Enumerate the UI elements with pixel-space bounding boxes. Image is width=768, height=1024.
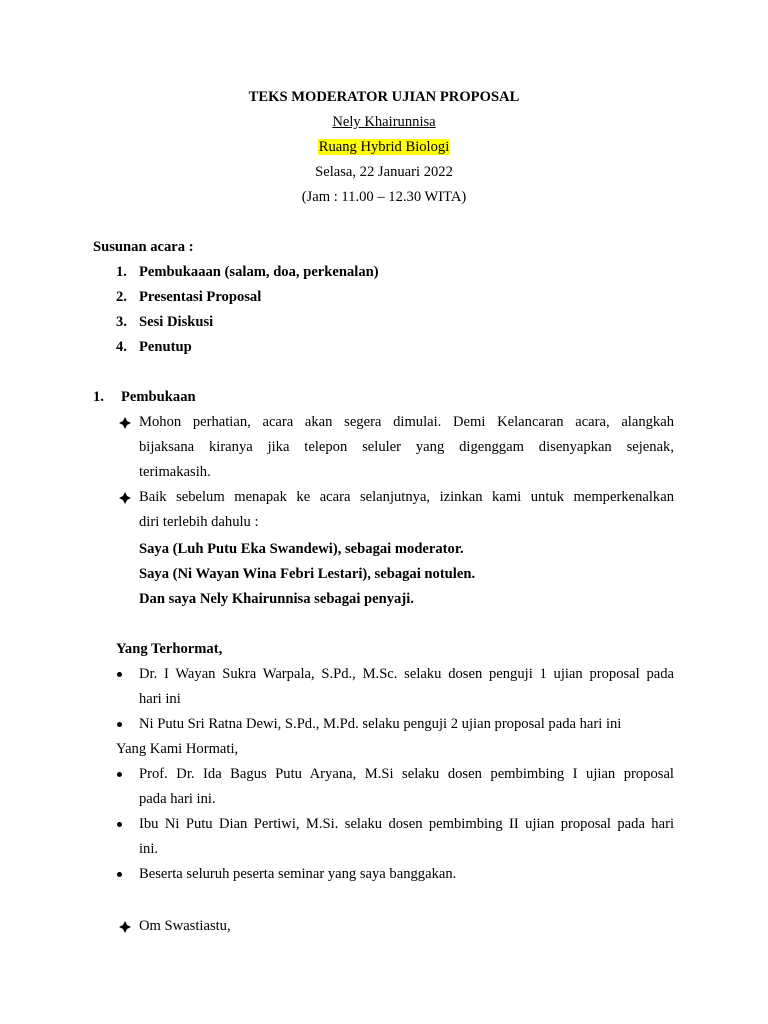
diamond-bullet-icon bbox=[118, 491, 132, 505]
agenda-item: Presentasi Proposal bbox=[139, 289, 262, 305]
honored-item: Prof. Dr. Ida Bagus Putu Aryana, M.Si selaku dosen pembimbing I ujian proposal bbox=[139, 766, 674, 782]
agenda-num: 2. bbox=[116, 289, 127, 305]
bullet-dot-icon bbox=[117, 822, 122, 827]
honored-item: Ibu Ni Putu Dian Pertiwi, M.Si. selaku dosen pembimbing II ujian proposal pada hari bbox=[139, 816, 674, 832]
section-number: 1. bbox=[93, 389, 104, 405]
agenda-num: 1. bbox=[116, 264, 127, 280]
presenter-name: Nely Khairunnisa bbox=[332, 114, 436, 130]
intro-line: Dan saya Nely Khairunnisa sebagai penyaji. bbox=[139, 591, 414, 607]
honored-item: Ni Putu Sri Ratna Dewi, S.Pd., M.Pd. selaku penguji 2 ujian proposal pada hari ini bbox=[139, 716, 622, 732]
document-title: TEKS MODERATOR UJIAN PROPOSAL bbox=[248, 89, 520, 105]
agenda-num: 4. bbox=[116, 339, 127, 355]
paragraph-line: bijaksana kiranya jika telepon seluler yang digenggam disenyapkan sejenak, bbox=[139, 439, 674, 455]
paragraph-line: Mohon perhatian, acara akan segera dimulai. Demi Kelancaran acara, alangkah bbox=[139, 414, 674, 430]
event-time: (Jam : 11.00 – 12.30 WITA) bbox=[301, 189, 467, 205]
agenda-item: Pembukaaan (salam, doa, perkenalan) bbox=[139, 264, 379, 280]
agenda-num: 3. bbox=[116, 314, 127, 330]
paragraph-line: terimakasih. bbox=[139, 464, 211, 480]
diamond-bullet-icon bbox=[118, 416, 132, 430]
honored-heading-2: Yang Kami Hormati, bbox=[116, 741, 239, 757]
paragraph-line: diri terlebih dahulu : bbox=[139, 514, 259, 530]
intro-line: Saya (Ni Wayan Wina Febri Lestari), sebagai notulen. bbox=[139, 566, 476, 582]
agenda-item: Penutup bbox=[139, 339, 192, 355]
bullet-dot-icon bbox=[117, 722, 122, 727]
honored-heading: Yang Terhormat, bbox=[116, 641, 223, 657]
event-date: Selasa, 22 Januari 2022 bbox=[315, 164, 453, 180]
section-heading: Pembukaan bbox=[121, 389, 196, 405]
bullet-dot-icon bbox=[117, 772, 122, 777]
honored-item: pada hari ini. bbox=[139, 791, 216, 807]
room-name: Ruang Hybrid Biologi bbox=[318, 139, 450, 155]
agenda-item: Sesi Diskusi bbox=[139, 314, 214, 330]
paragraph-line: Baik sebelum menapak ke acara selanjutnya, izinkan kami untuk memperkenalkan bbox=[139, 489, 674, 505]
bullet-dot-icon bbox=[117, 872, 122, 877]
intro-line: Saya (Luh Putu Eka Swandewi), sebagai moderator. bbox=[139, 541, 464, 557]
diamond-bullet-icon bbox=[118, 920, 132, 934]
honored-item: ini. bbox=[139, 841, 159, 857]
bullet-dot-icon bbox=[117, 672, 122, 677]
closing-greeting: Om Swastiastu, bbox=[139, 918, 231, 934]
honored-item: Beserta seluruh peserta seminar yang saya banggakan. bbox=[139, 866, 457, 882]
honored-item: Dr. I Wayan Sukra Warpala, S.Pd., M.Sc. selaku dosen penguji 1 ujian proposal pada bbox=[139, 666, 674, 682]
honored-item: hari ini bbox=[139, 691, 181, 707]
agenda-heading: Susunan acara : bbox=[93, 239, 194, 255]
